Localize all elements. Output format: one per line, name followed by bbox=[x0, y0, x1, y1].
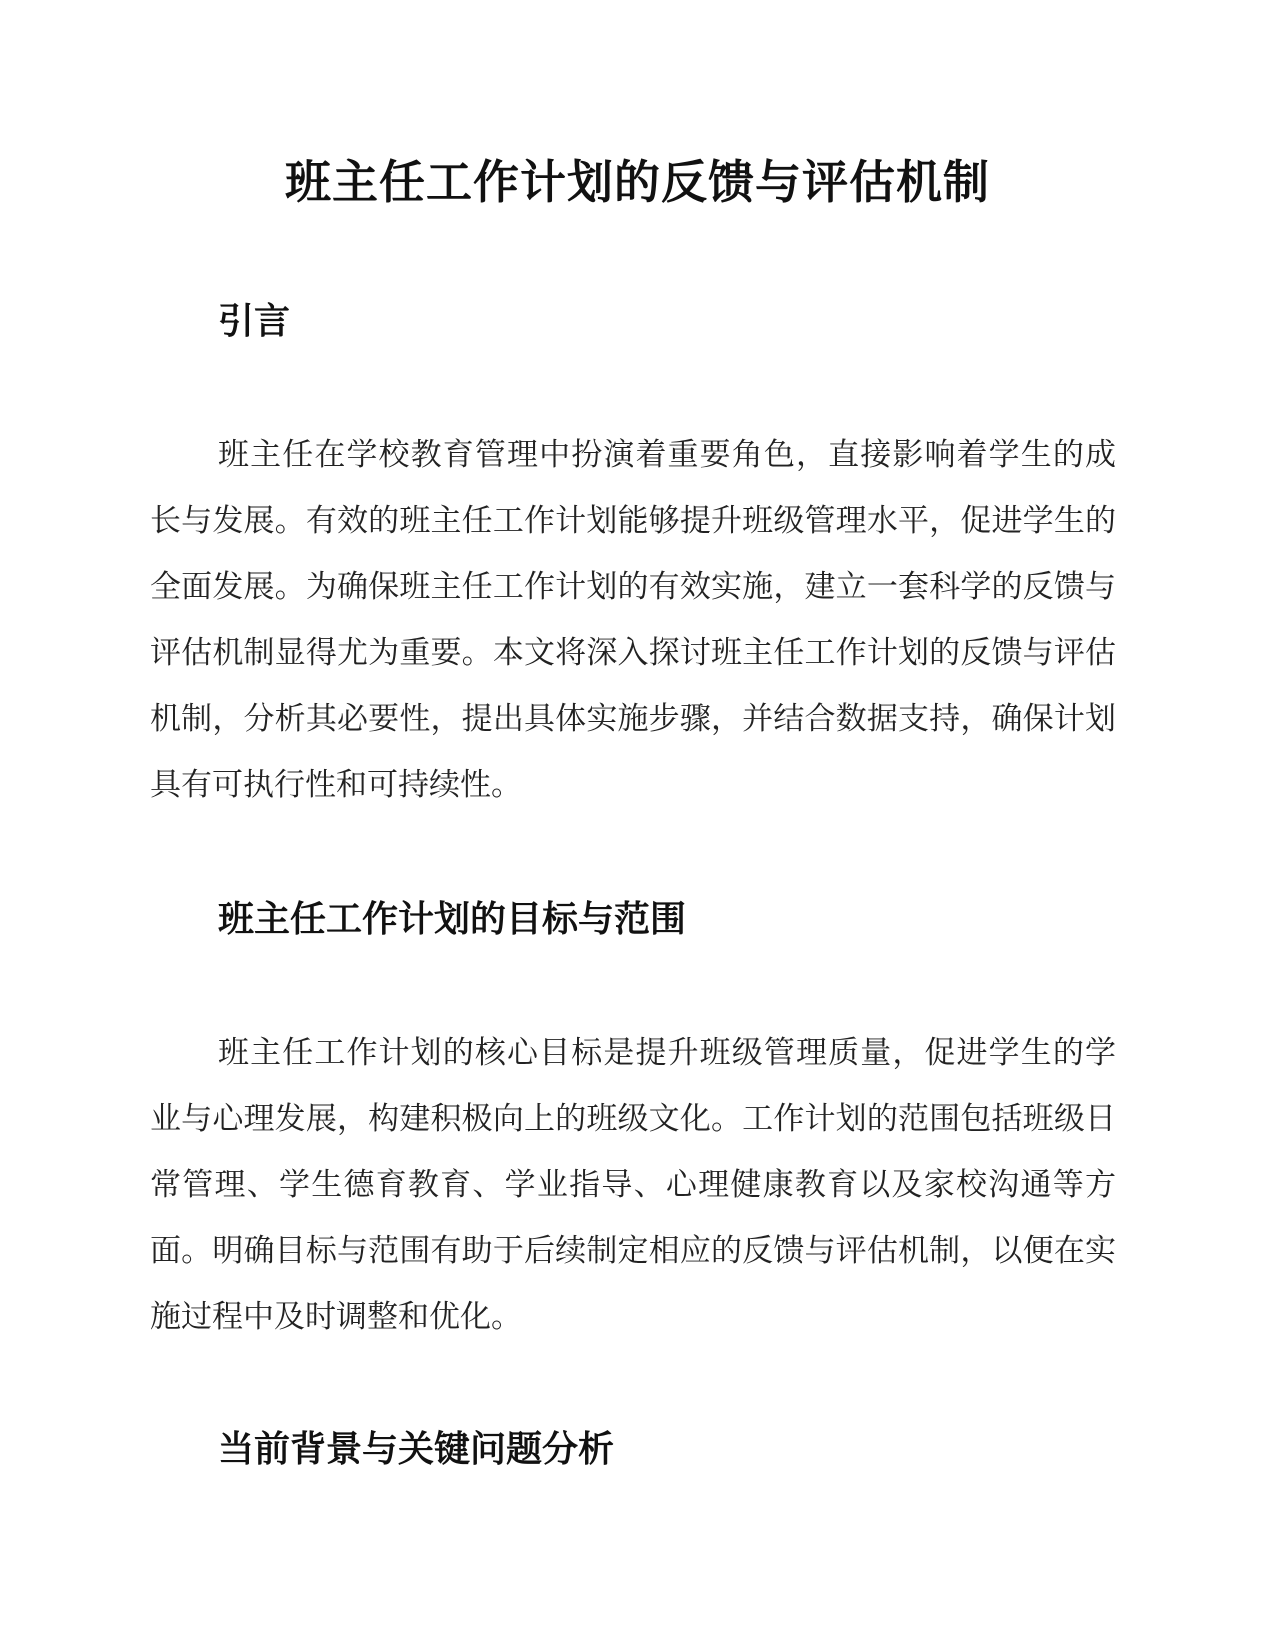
paragraph-goals-scope: 班主任工作计划的核心目标是提升班级管理质量，促进学生的学业与心理发展，构建积极向上的班级文化。工作计划的范围包括班级日常管理、学生德育教育、学业指导、心理健康教育以及家校沟通等方面。明确目标与范围有助于后续制定相应的反馈与评估机制，以便在实施过程中及时调整和优化。 bbox=[150, 1035, 1116, 1335]
section-heading-goals-scope: 班主任工作计划的目标与范围 bbox=[218, 899, 687, 940]
section-heading-background-analysis: 当前背景与关键问题分析 bbox=[218, 1429, 615, 1470]
section-heading-introduction: 引言 bbox=[218, 301, 291, 342]
document-title: 班主任工作计划的反馈与评估机制 bbox=[285, 155, 990, 209]
paragraph-introduction: 班主任在学校教育管理中扮演着重要角色，直接影响着学生的成长与发展。有效的班主任工作计划能够提升班级管理水平，促进学生的全面发展。为确保班主任工作计划的有效实施，建立一套科学的反馈与评估机制显得尤为重要。本文将深入探讨班主任工作计划的反馈与评估机制，分析其必要性，提出具体实施步骤，并结合数据支持，确保计划具有可执行性和可持续性。 bbox=[150, 437, 1116, 803]
